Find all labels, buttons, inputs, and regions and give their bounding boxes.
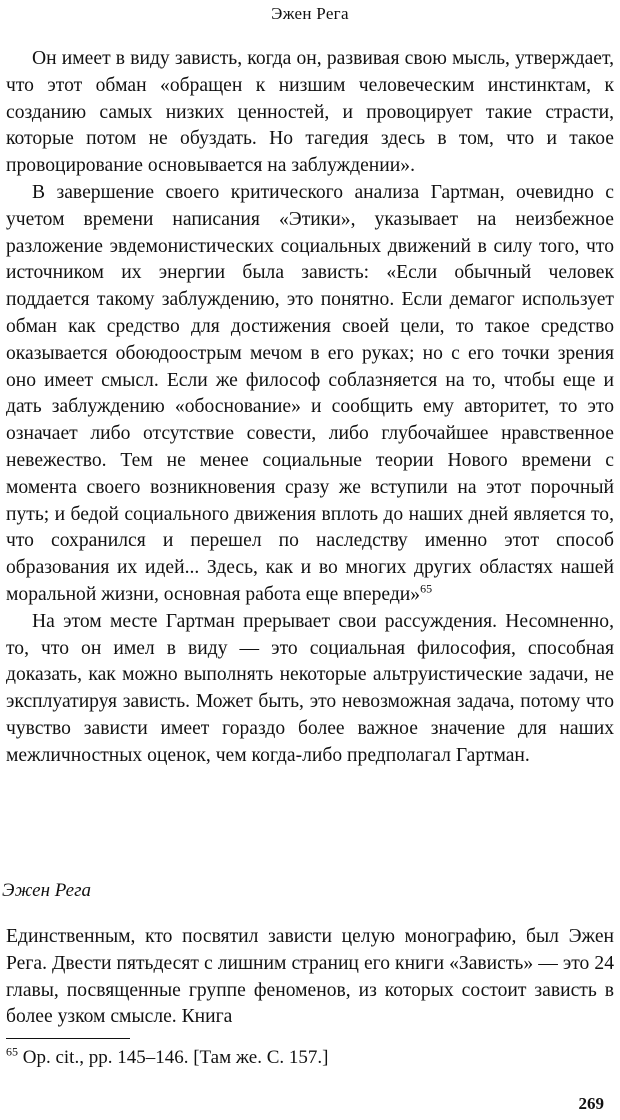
section-paragraph: Единственным, кто посвятил зависти целую монографию, был Эжен Рега. Двести пятьдесят с лишним страниц его книги «Зависть» — это 24 главы, посвященные группе феноменов, из которых состоит зависть в более узком смысле. Книга: [6, 926, 614, 1028]
footnote: [6, 1046, 606, 1070]
footnote-number: 65: [6, 1044, 18, 1059]
section-text: [6, 924, 614, 1031]
paragraph-2-text: В завершение своего критического анализа Гартман, очевидно с учетом времени написания «Этики», указывает на неизбежное разложение эвдемонистических социальных движений в силу того, что источником их энергии была зависть: «Если обычный человек поддается такому заблуждению, это понятно. Если демагог использует обман как средство для достижения своей цели, то такое средство оказывается обоюдоострым мечом в его руках; но с его точки зрения оно имеет смысл. Если же философ соблазняется на то, чтобы еще и дать заблуждению «обоснование» и сообщить ему авторитет, то это означает либо отсутствие совести, либо глубочайшее нравственное невежество. Тем не менее социальные теории Нового времени с момента своего возникновения сразу же вступили на этот порочный путь; и бедой социального движения вплоть до наших дней является то, что сохранился и перешел по наследству именно этот способ образования их идей... Здесь, как и во многих других областях нашей моральной жизни, основная работа еще впереди»: [6, 181, 614, 605]
paragraph-3: На этом месте Гартман прерывает свои рассуждения. Несомненно, то, что он имел в виду — это социальная философия, способная доказать, как можно выполнять некоторые альтруистические задачи, не эксплуатируя зависть. Может быть, это невозможная задача, потому что чувство зависти имеет гораздо более важное значение для наших межличностных оценок, чем когда-либо предполагал Гартман.: [6, 610, 614, 766]
footnote-divider: [6, 1038, 130, 1039]
main-text: [6, 46, 614, 770]
paragraph-2: [6, 180, 614, 609]
footnote-ref: 65: [420, 581, 433, 596]
running-head: Эжен Рега: [271, 4, 349, 23]
section-title: Эжен Рега: [2, 880, 92, 901]
page-number: 269: [578, 1094, 604, 1113]
footnote-text: Op. cit., pp. 145–146. [Там же. С. 157.]: [22, 1047, 329, 1068]
paragraph-1: Он имеет в виду зависть, когда он, развивая свою мысль, утверждает, что этот обман «обращен к низшим человеческим инстинктам, к созданию самых низких ценностей, и провоцирует такие страсти, которые потом не обуздать. Но тагедия здесь в том, что и такое провоцирование основывается на заблуждении».: [6, 48, 614, 177]
